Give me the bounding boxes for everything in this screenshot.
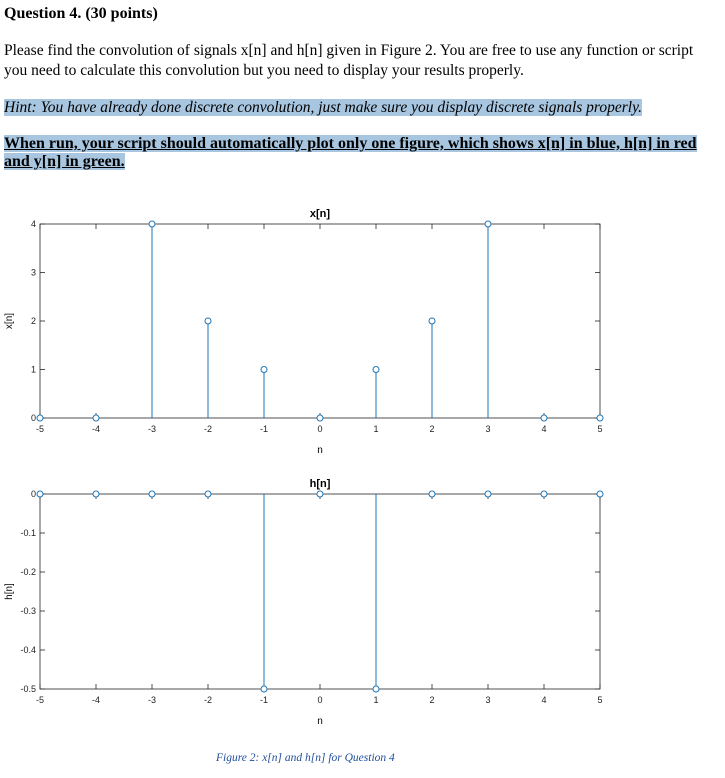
stem-marker: [261, 686, 267, 692]
stem-marker: [149, 491, 155, 497]
x-tick-label: -5: [35, 424, 45, 434]
stem-marker: [37, 491, 43, 497]
y-axis-label: x[n]: [4, 312, 15, 330]
x-tick-label: 0: [317, 695, 323, 705]
stem-marker: [93, 415, 99, 421]
stem-marker: [37, 415, 43, 421]
x-tick-label: 0: [317, 424, 323, 434]
stem-marker: [317, 491, 323, 497]
x-tick-label: -3: [147, 695, 157, 705]
x-tick-label: -4: [91, 424, 101, 434]
y-tick-label: -0.5: [20, 684, 36, 694]
stem-marker: [205, 491, 211, 497]
x-tick-label: -1: [259, 424, 269, 434]
stem-marker: [541, 415, 547, 421]
stem-marker: [541, 491, 547, 497]
chart-title: x[n]: [309, 208, 331, 220]
stem-marker: [597, 415, 603, 421]
y-tick-label: 3: [30, 267, 36, 278]
y-tick-label: -0.1: [20, 528, 36, 538]
hint-highlight: Hint: You have already done discrete convolution, just make sure you display discrete signals properly.: [4, 99, 642, 116]
requirement-highlight: When run, your script should automatically plot only one figure, which shows x[n] in blue, h[n] in red and y[n] in green.: [4, 135, 697, 170]
x-tick-label: 1: [373, 424, 379, 434]
stem-marker: [597, 491, 603, 497]
x-tick-label: -2: [203, 695, 213, 705]
stem-marker: [317, 415, 323, 421]
stem-marker: [485, 491, 491, 497]
x-tick-label: 5: [597, 695, 603, 705]
x-axis-label: n: [317, 445, 323, 456]
y-tick-label: 0: [30, 413, 36, 423]
y-tick-label: 1: [30, 364, 36, 375]
axes-box: [40, 224, 600, 418]
y-tick-label: -0.3: [20, 606, 36, 616]
y-tick-label: 2: [30, 316, 36, 326]
x-tick-label: 3: [485, 424, 491, 434]
chart-title: h[n]: [309, 478, 331, 490]
x-tick-label: -2: [203, 424, 213, 434]
x-tick-label: 3: [485, 695, 491, 705]
stem-marker: [485, 221, 491, 227]
y-axis-label: h[n]: [4, 583, 15, 600]
x-tick-label: -4: [91, 695, 101, 705]
x-tick-label: -1: [259, 695, 269, 705]
x-tick-label: 2: [429, 424, 435, 434]
stem-marker: [429, 318, 435, 324]
x-tick-label: -3: [147, 424, 157, 434]
x-tick-label: 4: [541, 424, 547, 434]
x-tick-label: 1: [373, 695, 379, 705]
figure-caption: Figure 2: x[n] and h[n] for Question 4: [216, 752, 395, 764]
question-title: Question 4. (30 points): [4, 5, 158, 22]
x-tick-label: -5: [35, 695, 45, 705]
stem-marker: [429, 491, 435, 497]
stem-marker: [373, 367, 379, 373]
axes-box: [40, 494, 600, 689]
y-tick-label: -0.2: [20, 567, 36, 577]
x-tick-label: 5: [597, 424, 603, 434]
stem-marker: [149, 221, 155, 227]
stem-marker: [93, 491, 99, 497]
x-axis-label: n: [317, 716, 323, 727]
stem-marker: [261, 367, 267, 373]
y-tick-label: -0.4: [20, 645, 36, 655]
x-tick-label: 2: [429, 695, 435, 705]
stem-marker: [205, 318, 211, 324]
stem-marker: [373, 686, 379, 692]
y-tick-label: 0: [30, 489, 36, 499]
x-tick-label: 4: [541, 695, 547, 705]
y-tick-label: 4: [30, 219, 36, 229]
question-body: Please find the convolution of signals x[n] and h[n] given in Figure 2. You are free to use any function or script you need to calculate this convolution but you need to display your results properly.: [4, 42, 694, 79]
